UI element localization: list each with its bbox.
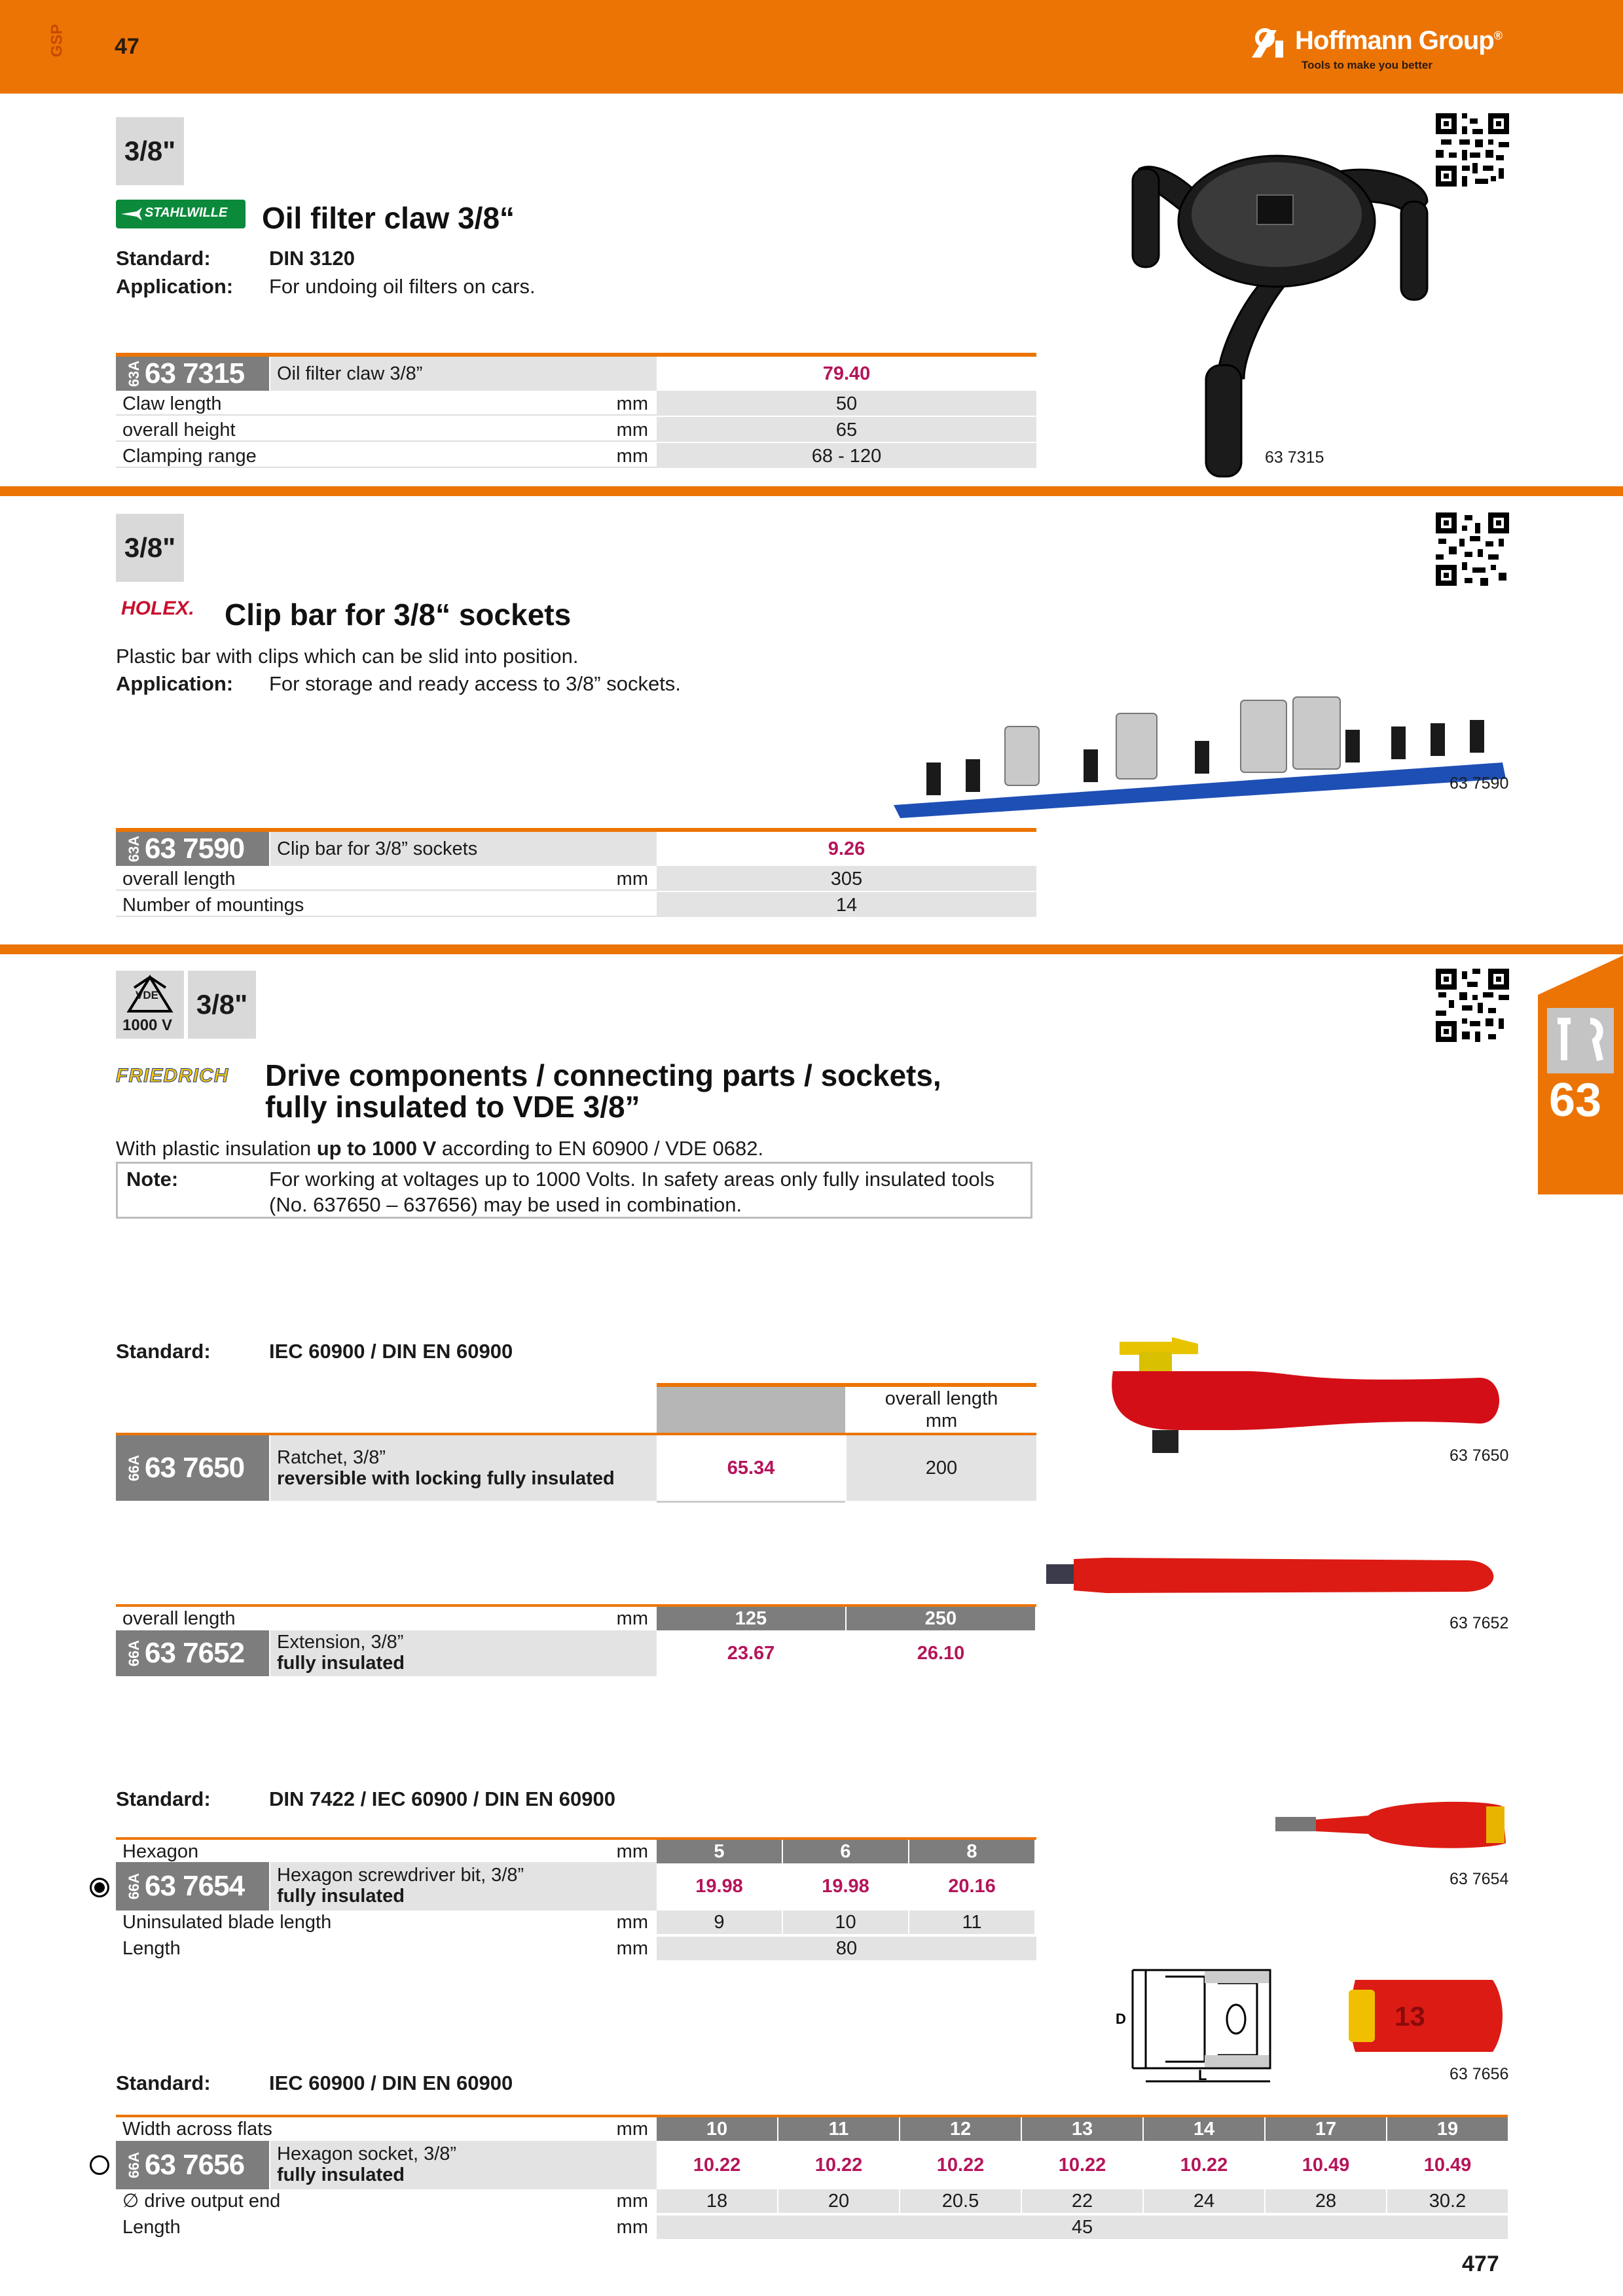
size-header: 6 <box>783 1840 908 1863</box>
article-price: 10.22 <box>936 2155 985 2176</box>
size-header: 12 <box>900 2117 1021 2141</box>
column-header-unit: mm <box>925 1410 958 1431</box>
product-intro: With plastic insulation up to 1000 V according to EN 60900 / VDE 0682. <box>116 1137 764 1160</box>
row-value: 50 <box>657 391 1036 416</box>
row-unit: mm <box>616 1608 648 1629</box>
size-header: 13 <box>1022 2117 1142 2141</box>
row-label: overall length <box>122 1608 236 1629</box>
row-value: 10 <box>783 1910 908 1934</box>
row-unit: mm <box>616 2217 648 2238</box>
row-unit: mm <box>616 1912 648 1933</box>
note-box <box>116 1162 1032 1219</box>
standard-value: IEC 60900 / DIN EN 60900 <box>269 1340 513 1363</box>
stahlwille-logo: STAHLWILLE <box>116 200 246 228</box>
socket-dimension-drawing <box>1106 1957 1283 2088</box>
row-label: overall height <box>116 417 657 442</box>
image-caption: 63 7315 <box>1265 448 1324 467</box>
image-caption: 63 7650 <box>1450 1446 1509 1465</box>
article-description: Hexagon socket, 3/8” fully insulated <box>270 2141 657 2189</box>
row-label: ∅ drive output end <box>122 2191 281 2212</box>
image-caption: 63 7656 <box>1450 2065 1509 2083</box>
svg-text:D: D <box>1116 2011 1126 2027</box>
row-unit <box>576 892 655 917</box>
article-price: 10.22 <box>693 2155 741 2176</box>
size-badge: 3/8" <box>116 514 184 582</box>
row-unit: mm <box>616 1841 648 1862</box>
product-intro: Plastic bar with clips which can be slid into position. <box>116 645 579 668</box>
row-unit: mm <box>616 2119 648 2140</box>
column-header: overall length <box>884 1388 998 1409</box>
section-divider <box>0 944 1623 954</box>
article-description: Clip bar for 3/8” sockets <box>270 832 657 866</box>
row-value: 28 <box>1266 2189 1386 2213</box>
friedrich-logo: FRIEDRICH <box>116 1065 229 1086</box>
row-value: 305 <box>657 866 1036 891</box>
article-price: 19.98 <box>822 1876 869 1897</box>
row-label: Number of mountings <box>116 892 657 917</box>
image-caption: 63 7652 <box>1450 1614 1509 1632</box>
row-value: 22 <box>1022 2189 1142 2213</box>
overall-length-value: 200 <box>847 1435 1036 1501</box>
wrench-logo-icon <box>120 206 143 222</box>
header-page-number: 47 <box>115 34 139 59</box>
vde-voltage: 1000 V <box>122 1016 173 1034</box>
row-value: 20.5 <box>900 2189 1021 2213</box>
article-description: Ratchet, 3/8” reversible with locking fully insulated <box>270 1435 657 1501</box>
article-price: 10.22 <box>1180 2155 1228 2176</box>
row-label: overall length <box>116 866 657 891</box>
qr-code-icon[interactable] <box>1436 113 1509 187</box>
length-value: 80 <box>657 1937 1036 1960</box>
row-unit: mm <box>616 869 648 889</box>
standard-label: Standard: <box>116 1340 211 1363</box>
row-value: 11 <box>909 1910 1034 1934</box>
side-tag: GSP <box>48 24 66 58</box>
row-label: Clamping range <box>116 443 657 468</box>
article-number[interactable]: 63A 63 7315 <box>116 357 269 391</box>
row-unit: mm <box>616 1938 648 1959</box>
size-header: 19 <box>1387 2117 1508 2141</box>
row-unit: mm <box>616 420 648 440</box>
standard-label: Standard: <box>116 247 211 270</box>
page-number: 477 <box>1462 2251 1499 2276</box>
article-number[interactable]: 63A 63 7590 <box>116 832 269 866</box>
row-label: Uninsulated blade length <box>122 1912 332 1933</box>
section-divider <box>0 486 1623 496</box>
size-header: 8 <box>909 1840 1034 1863</box>
article-description: Extension, 3/8” fully insulated <box>270 1630 657 1676</box>
product-title-line1: Drive components / connecting parts / sockets, <box>265 1058 941 1092</box>
row-value: 18 <box>657 2189 777 2213</box>
brand-name: Hoffmann Group® <box>1295 26 1502 55</box>
clip-bar-image <box>887 681 1516 818</box>
size-header: 11 <box>778 2117 899 2141</box>
svg-text:13: 13 <box>1395 2001 1425 2032</box>
row-value: 14 <box>657 892 1036 917</box>
size-header: 17 <box>1266 2117 1386 2141</box>
row-value: 30.2 <box>1387 2189 1508 2213</box>
hexagon-socket-image <box>1342 1967 1512 2058</box>
article-price: 23.67 <box>727 1643 775 1664</box>
application-value: For storage and ready access to 3/8” sockets. <box>269 672 681 695</box>
row-label: Hexagon <box>122 1841 199 1862</box>
article-price: 9.26 <box>828 838 866 859</box>
application-label: Application: <box>116 672 234 695</box>
hoffmann-logo[interactable] <box>1249 26 1511 79</box>
note-line-1: For working at voltages up to 1000 Volts. In safety areas only fully insulated tools <box>269 1168 995 1191</box>
article-price: 26.10 <box>917 1643 965 1664</box>
article-number[interactable]: 66A 63 7656 <box>116 2141 269 2189</box>
vde-badge: VDE 1000 V <box>116 971 184 1039</box>
article-number[interactable]: 66A 63 7650 <box>116 1435 269 1501</box>
row-label: Width across flats <box>122 2119 272 2140</box>
brand-tagline: Tools to make you better <box>1302 59 1432 71</box>
page-header <box>0 0 1623 94</box>
selection-radio[interactable] <box>90 1878 109 1897</box>
chapter-number: 63 <box>1549 1074 1602 1126</box>
row-value: 24 <box>1144 2189 1264 2213</box>
standard-value: DIN 3120 <box>269 247 355 270</box>
article-price: 10.49 <box>1423 2155 1472 2176</box>
image-caption: 63 7654 <box>1450 1870 1509 1888</box>
article-price: 10.49 <box>1302 2155 1350 2176</box>
article-price: 10.22 <box>814 2155 863 2176</box>
size-header: 14 <box>1144 2117 1264 2141</box>
header-cell <box>657 1387 845 1433</box>
product-title: Oil filter claw 3/8“ <box>262 201 515 235</box>
article-price: 65.34 <box>727 1458 775 1479</box>
oil-filter-claw-image <box>1113 103 1440 483</box>
row-value: 68 - 120 <box>657 443 1036 468</box>
size-header: 125 <box>657 1607 845 1630</box>
row-label: Length <box>122 1938 181 1959</box>
application-label: Application: <box>116 275 234 298</box>
product-title: Clip bar for 3/8“ sockets <box>225 598 572 632</box>
size-header: 5 <box>657 1840 782 1863</box>
length-value: 45 <box>657 2215 1508 2239</box>
application-value: For undoing oil filters on cars. <box>269 275 536 298</box>
size-header: 10 <box>657 2117 777 2141</box>
extension-image <box>1041 1545 1512 1604</box>
article-price: 79.40 <box>822 363 871 384</box>
size-badge: 3/8" <box>188 971 256 1039</box>
standard-value: DIN 7422 / IEC 60900 / DIN EN 60900 <box>269 1787 616 1810</box>
note-label: Note: <box>126 1168 179 1191</box>
row-unit: mm <box>616 446 648 467</box>
row-label: Claw length <box>116 391 657 416</box>
article-price: 19.98 <box>695 1876 743 1897</box>
selection-radio[interactable] <box>90 2155 109 2175</box>
row-value: 9 <box>657 1910 782 1934</box>
row-value: 20 <box>778 2189 899 2213</box>
image-caption: 63 7590 <box>1450 774 1509 793</box>
size-header: 250 <box>847 1607 1035 1630</box>
row-value: 65 <box>657 417 1036 442</box>
qr-code-icon[interactable] <box>1436 969 1509 1042</box>
article-number[interactable]: 66A 63 7654 <box>116 1862 269 1910</box>
row-unit: mm <box>616 393 648 414</box>
row-rule <box>657 1501 845 1503</box>
size-badge: 3/8" <box>116 117 184 185</box>
standard-label: Standard: <box>116 2072 211 2094</box>
note-line-2: (No. 637650 – 637656) may be used in combination. <box>269 1193 742 1216</box>
holex-logo: HOLEX. <box>121 598 194 619</box>
row-label: Length <box>122 2217 181 2238</box>
hoffmann-logo-icon <box>1249 26 1292 59</box>
row-unit: mm <box>616 2191 648 2212</box>
screwdriver-bit-image <box>1270 1793 1512 1852</box>
article-number[interactable]: 66A 63 7652 <box>116 1630 269 1676</box>
article-description: Hexagon screwdriver bit, 3/8” fully insulated <box>270 1862 657 1910</box>
product-title-line2: fully insulated to VDE 3/8” <box>265 1090 640 1124</box>
qr-code-icon[interactable] <box>1436 512 1509 586</box>
article-price: 20.16 <box>948 1876 996 1897</box>
standard-value: IEC 60900 / DIN EN 60900 <box>269 2072 513 2094</box>
article-price: 10.22 <box>1058 2155 1106 2176</box>
article-description: Oil filter claw 3/8” <box>270 357 657 391</box>
svg-text:L: L <box>1198 2067 1207 2083</box>
standard-label: Standard: <box>116 1787 211 1810</box>
